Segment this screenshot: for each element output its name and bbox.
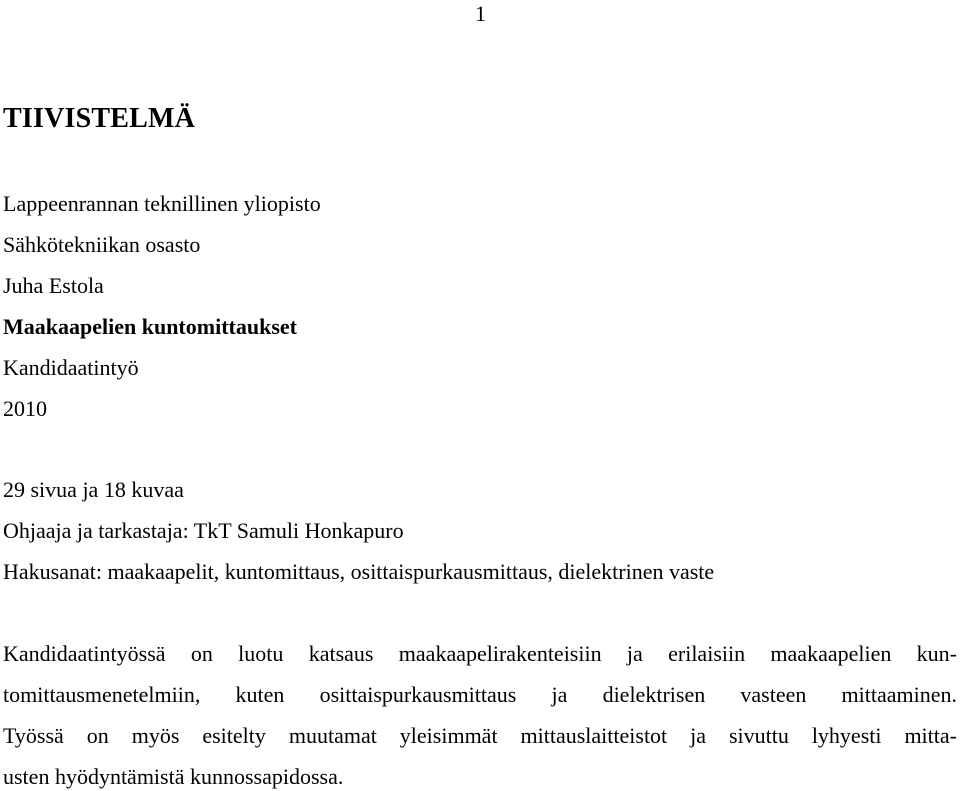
meta-author: Juha Estola xyxy=(3,273,104,298)
abstract-line-1: Kandidaatintyössä on luotu katsaus maakaapelirakenteisiin ja erilaisiin maakaapelien kun- xyxy=(3,641,957,666)
meta-title: Maakaapelien kuntomittaukset xyxy=(3,314,297,339)
abstract-line-3: Työssä on myös esitelty muutamat yleisimmät mittauslaitteistot ja sivuttu lyhyesti mitta- xyxy=(3,723,957,748)
abstract-line-2: tomittausmenetelmiin, kuten osittaispurkausmittaus ja dielektrisen vasteen mittaaminen. xyxy=(3,682,957,707)
meta-university: Lappeenrannan teknillinen yliopisto xyxy=(3,191,321,216)
page-number: 1 xyxy=(475,1,486,26)
meta-department: Sähkötekniikan osasto xyxy=(3,232,201,257)
meta-thesis-type: Kandidaatintyö xyxy=(3,355,139,380)
page-heading: TIIVISTELMÄ xyxy=(3,103,196,134)
details-pages: 29 sivua ja 18 kuvaa xyxy=(3,477,184,502)
details-supervisor: Ohjaaja ja tarkastaja: TkT Samuli Honkapuro xyxy=(3,518,404,543)
abstract-line-4: usten hyödyntämistä kunnossapidossa. xyxy=(3,764,344,789)
details-keywords: Hakusanat: maakaapelit, kuntomittaus, osittaispurkausmittaus, dielektrinen vaste xyxy=(3,559,715,584)
meta-year: 2010 xyxy=(3,396,47,421)
